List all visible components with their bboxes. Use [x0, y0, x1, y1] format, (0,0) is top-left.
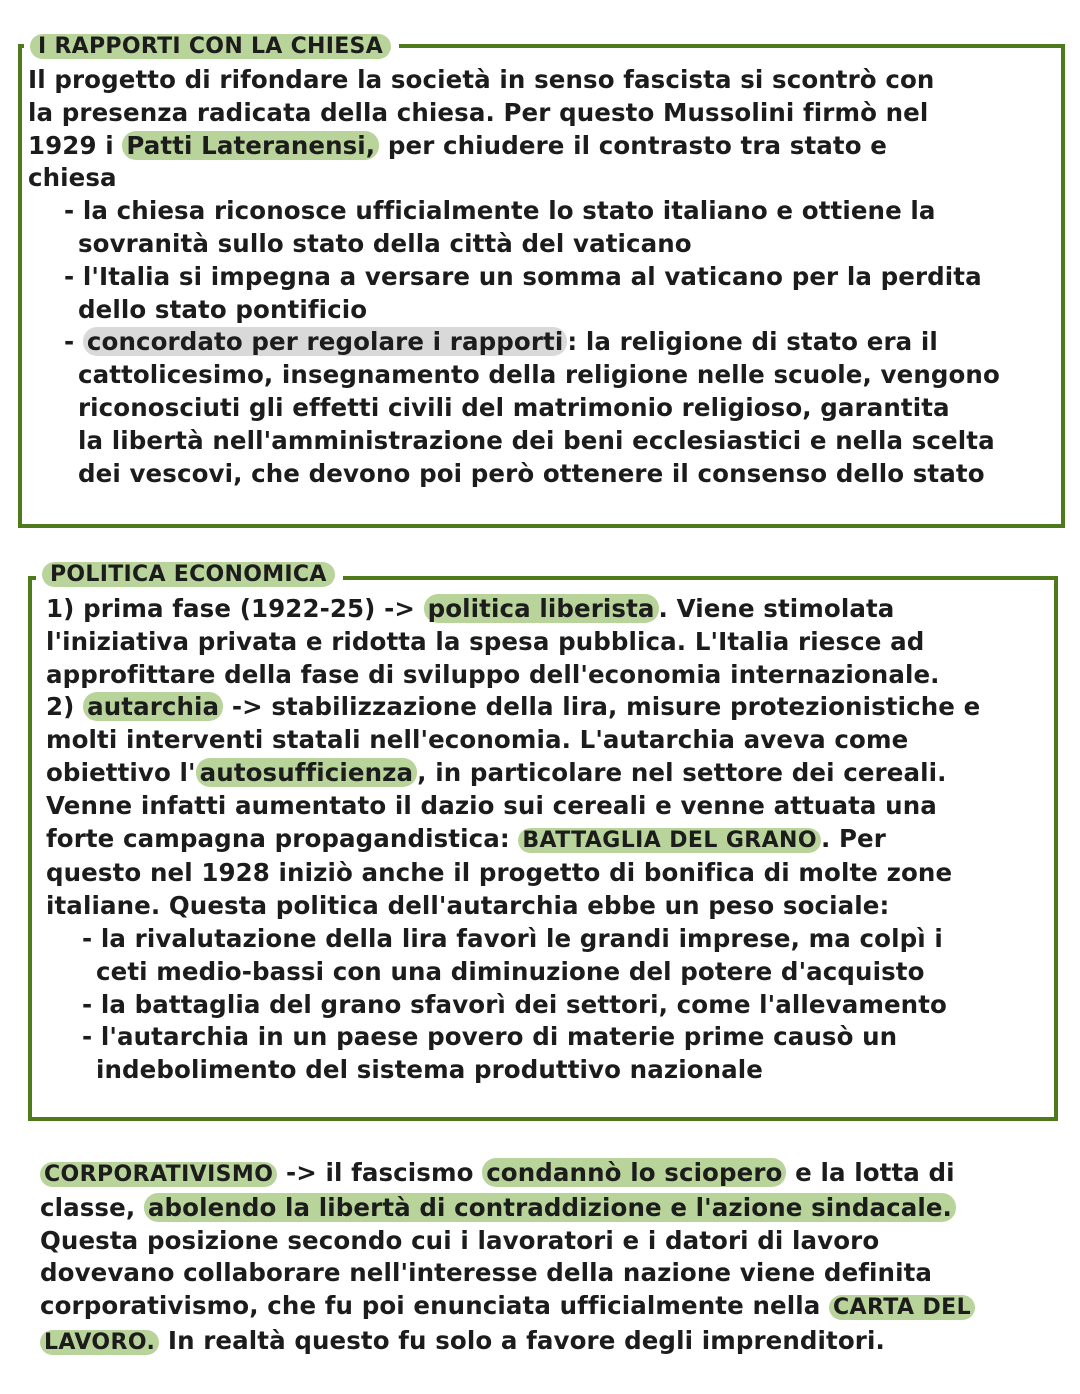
text-line: questo nel 1928 iniziò anche il progetto di bonifica di molte zone: [46, 858, 953, 888]
text-line: 1) prima fase (1922-25) -> politica liberista . Viene stimolata: [46, 594, 895, 623]
text-line: Questa posizione secondo cui i lavoratori e i datori di lavoro: [40, 1225, 880, 1255]
text-line: la presenza radicata della chiesa. Per questo Mussolini firmò nel: [28, 97, 929, 127]
bullet-line: - la rivalutazione della lira favorì le grandi imprese, ma colpì i: [82, 923, 943, 953]
highlight-abolendo-liberta: abolendo la libertà di contraddizione e l'azione sindacale.: [144, 1193, 956, 1222]
highlight-condanno-sciopero: condannò lo sciopero: [482, 1158, 786, 1187]
text-line: molti interventi statali nell'economia. L'autarchia aveva come: [46, 725, 909, 755]
text-line: obiettivo l' autosufficienza , in particolare nel settore dei cereali.: [46, 757, 947, 787]
bullet-line: riconosciuti gli effetti civili del matrimonio religioso, garantita: [78, 392, 950, 422]
highlight-autosufficienza: autosufficienza: [196, 758, 418, 787]
bullet-line: indebolimento del sistema produttivo nazionale: [96, 1055, 764, 1085]
bullet-line: sovranità sullo stato della città del vaticano: [78, 228, 692, 258]
text-line: Venne infatti aumentato il dazio sui cereali e venne attuata una: [46, 790, 937, 820]
title-text: POLITICA ECONOMICA: [42, 562, 335, 587]
text-line: Il progetto di rifondare la società in senso fascista si scontrò con: [28, 65, 935, 94]
bullet-line: ceti medio-bassi con una diminuzione del potere d'acquisto: [96, 956, 925, 986]
text-line: chiesa: [28, 163, 117, 193]
text-line: dovevano collaborare nell'interesse della nazione viene definita: [40, 1258, 933, 1288]
section-body-economia: [46, 593, 980, 1087]
highlight-autarchia: autarchia: [83, 692, 223, 721]
highlight-lavoro: LAVORO.: [40, 1330, 159, 1355]
highlight-concordato: concordato per regolare i rapporti: [83, 327, 567, 356]
highlight-battaglia-del-grano: BATTAGLIA DEL GRANO: [518, 828, 821, 853]
bullet-line: - l'autarchia in un paese povero di materie prime causò un: [82, 1022, 898, 1052]
text-line: approfittare della fase di sviluppo dell'economia internazionale.: [46, 659, 940, 689]
bullet-line: dello stato pontificio: [78, 294, 368, 324]
text-line: classe, abolendo la libertà di contraddizione e l'azione sindacale.: [40, 1192, 975, 1225]
section-body-chiesa: [28, 64, 1000, 490]
bullet-line: cattolicesimo, insegnamento della religione nelle scuole, vengono: [78, 360, 1000, 390]
text-line: corporativismo, che fu poi enunciata ufficialmente nella CARTA DEL: [40, 1290, 975, 1325]
bullet-line: dei vescovi, che devono poi però ottenere il consenso dello stato: [78, 458, 985, 488]
section-body-corporativismo: [40, 1157, 975, 1360]
section-title-economia: [36, 560, 343, 590]
text-line: LAVORO. In realtà questo fu solo a favore degli imprenditori.: [40, 1325, 975, 1360]
section-title-corporativismo: CORPORATIVISMO: [40, 1162, 277, 1187]
highlight-patti-lateranensi: Patti Lateranensi,: [122, 131, 379, 160]
bullet-line: la libertà nell'amministrazione dei beni ecclesiastici e nella scelta: [78, 425, 995, 455]
text-line: forte campagna propagandistica: BATTAGLIA DEL GRANO . Per: [46, 823, 886, 853]
text-line: CORPORATIVISMO -> il fascismo condannò lo sciopero e la lotta di: [40, 1157, 975, 1192]
bullet-line: - la chiesa riconosce ufficialmente lo stato italiano e ottiene la: [64, 196, 936, 226]
title-text: I RAPPORTI CON LA CHIESA: [30, 34, 391, 59]
bullet-line: - la battaglia del grano sfavorì dei settori, come l'allevamento: [82, 989, 947, 1019]
section-title-chiesa: [24, 32, 399, 62]
bullet-line: - l'Italia si impegna a versare un somma al vaticano per la perdita: [64, 261, 982, 291]
text-line: 2) autarchia -> stabilizzazione della lira, misure protezionistiche e: [46, 692, 981, 722]
bullet-line: - concordato per regolare i rapporti : la religione di stato era il: [64, 327, 938, 357]
text-line: 1929 i Patti Lateranensi, per chiudere il contrasto tra stato e: [28, 130, 887, 160]
text-line: italiane. Questa politica dell'autarchia ebbe un peso sociale:: [46, 891, 890, 921]
text-line: l'iniziativa privata e ridotta la spesa pubblica. L'Italia riesce ad: [46, 626, 925, 656]
highlight-carta-del-lavoro: CARTA DEL: [829, 1295, 975, 1320]
highlight-politica-liberista: politica liberista: [424, 594, 659, 623]
